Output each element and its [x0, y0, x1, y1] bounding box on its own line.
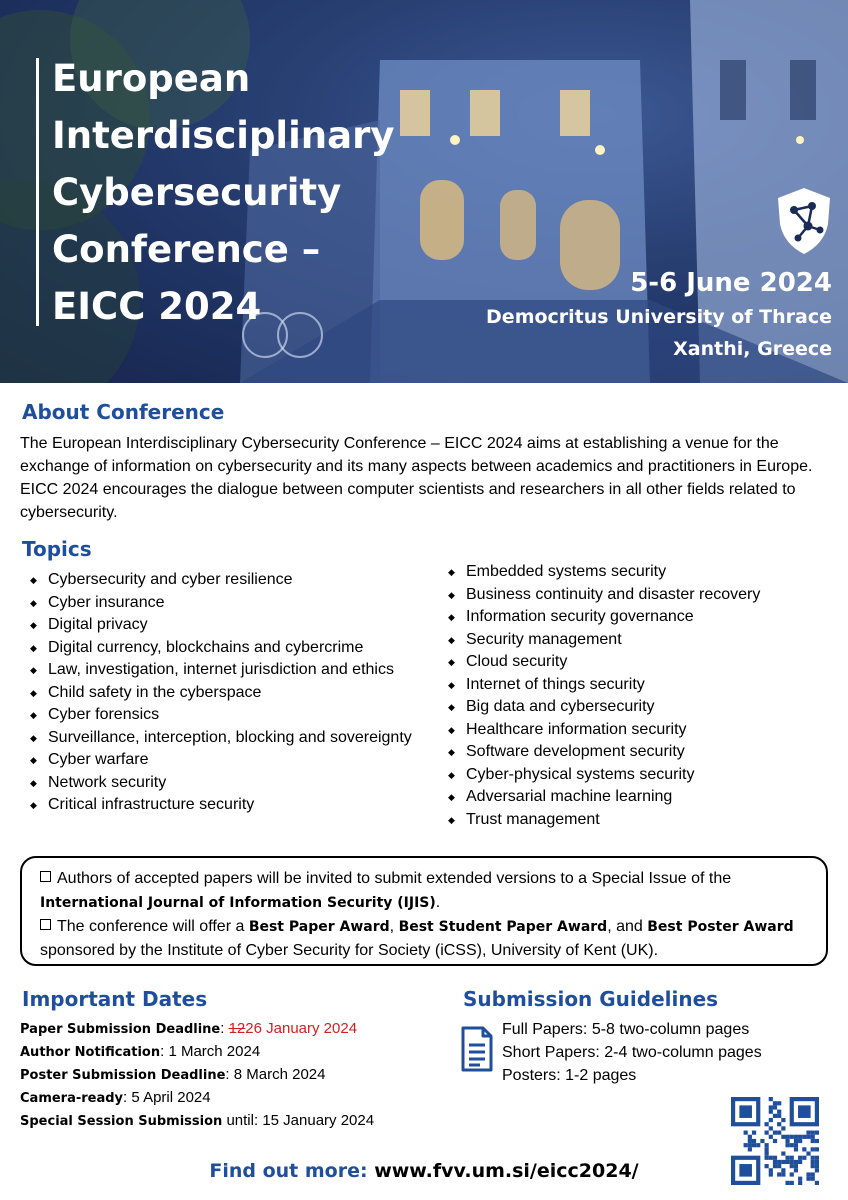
- topic-item: [30, 659, 430, 682]
- topic-label: Cyber insurance: [48, 593, 165, 611]
- award-name: Best Paper Award: [248, 919, 390, 935]
- bullet-diamond-icon: ◆: [448, 724, 455, 735]
- find-out-more: [0, 1160, 848, 1182]
- topic-label: Healthcare information security: [466, 720, 687, 738]
- date-label: Paper Submission Deadline: [20, 1022, 221, 1037]
- title-line: European: [52, 57, 251, 100]
- topic-item: [30, 704, 430, 727]
- topic-item: [30, 682, 430, 705]
- notice-text: , and: [607, 918, 643, 935]
- topic-label: Child safety in the cyberspace: [48, 683, 262, 701]
- notice-box: [20, 856, 828, 966]
- topic-item: [448, 606, 838, 629]
- bullet-diamond-icon: ◆: [448, 814, 455, 825]
- topic-item: [448, 719, 838, 742]
- date-value: 1 March 2024: [168, 1043, 261, 1060]
- hero-title-accent-bar: [36, 58, 39, 326]
- find-out-more-label: Find out more:: [209, 1160, 368, 1182]
- notice-sponsor-line: sponsored by the Institute of Cyber Security for Society (iCSS), University of Kent (UK).: [40, 942, 659, 959]
- date-label: Author Notification: [20, 1045, 161, 1060]
- bullet-diamond-icon: ◆: [30, 597, 37, 608]
- about-heading: About Conference: [22, 400, 225, 424]
- notice-text: Authors of accepted papers will be invited to submit extended versions to a Special Issue of the: [57, 870, 732, 887]
- journal-name: International Journal of Information Security (IJIS): [40, 895, 436, 911]
- topic-label: Security management: [466, 630, 622, 648]
- notice-text: The conference will offer a: [57, 918, 245, 935]
- date-label: Poster Submission Deadline: [20, 1068, 226, 1083]
- topic-label: Cyber-physical systems security: [466, 765, 695, 783]
- bullet-diamond-icon: ◆: [448, 702, 455, 712]
- bullet-diamond-icon: ◆: [30, 642, 37, 653]
- submission-heading: Submission Guidelines: [463, 987, 719, 1011]
- topic-label: Cybersecurity and cyber resilience: [48, 571, 293, 588]
- bullet-diamond-icon: ◆: [30, 620, 37, 630]
- bullet-diamond-icon: ◆: [30, 665, 37, 675]
- topic-label: Adversarial machine learning: [466, 788, 673, 805]
- date-row-author: Author Notification: 1 March 2024: [20, 1043, 261, 1060]
- topic-label: Big data and cybersecurity: [466, 698, 655, 715]
- topic-item: [30, 772, 430, 795]
- important-dates-heading: Important Dates: [22, 987, 208, 1011]
- bullet-diamond-icon: ◆: [448, 612, 455, 622]
- award-name: Best Poster Award: [647, 919, 794, 935]
- conference-date-venue: [486, 265, 832, 365]
- date-row-special: Special Session Submission until: 15 January 2024: [20, 1112, 375, 1129]
- topic-item: [448, 584, 838, 607]
- bullet-diamond-icon: ◆: [30, 800, 37, 810]
- conference-venue: Democritus University of Thrace: [486, 306, 832, 328]
- bullet-diamond-icon: ◆: [30, 777, 37, 788]
- topic-item: [448, 674, 838, 697]
- submission-item: Short Papers: 2-4 two-column pages: [502, 1044, 762, 1061]
- date-label: Special Session Submission: [20, 1114, 223, 1129]
- bullet-diamond-icon: ◆: [448, 634, 455, 645]
- document-icon: [460, 1026, 494, 1072]
- topic-label: Surveillance, interception, blocking and sovereignty: [48, 728, 412, 746]
- bullet-diamond-icon: ◆: [448, 567, 455, 577]
- about-text: The European Interdisciplinary Cybersecurity Conference – EICC 2024 aims at establishing a venue for the exchange of information on cybersecurity and its many aspects between academics and practitioners in Europe. EICC 2024 encourages the dialogue between computer scientists and researchers in all other fields related to cybersecurity.: [20, 435, 813, 521]
- title-line: Cybersecurity: [52, 171, 342, 214]
- date-value: 8 March 2024: [233, 1066, 326, 1083]
- topic-item: [448, 741, 838, 764]
- topic-item: [448, 786, 838, 809]
- notice-text: ,: [389, 918, 395, 935]
- hero-banner: [0, 0, 848, 383]
- topic-item: [30, 794, 430, 817]
- title-line: Interdisciplinary: [52, 114, 395, 157]
- bullet-diamond-icon: ◆: [448, 747, 455, 757]
- conference-location: Xanthi, Greece: [673, 338, 832, 360]
- date-row-paper: Paper Submission Deadline: 1226 January 2024: [20, 1020, 358, 1037]
- important-dates-list: [20, 1018, 374, 1133]
- topic-item: [448, 764, 838, 787]
- topic-label: Information security governance: [466, 608, 694, 625]
- conference-title: [52, 50, 412, 335]
- title-line: EICC 2024: [52, 285, 262, 328]
- topic-item: [30, 749, 430, 772]
- title-line: Conference –: [52, 228, 321, 271]
- date-row-poster: Poster Submission Deadline: 8 March 2024: [20, 1066, 326, 1083]
- topic-label: Law, investigation, internet jurisdiction and ethics: [48, 661, 394, 678]
- bullet-diamond-icon: ◆: [30, 755, 37, 765]
- bullet-diamond-icon: ◆: [30, 687, 37, 698]
- submission-item: Posters: 1-2 pages: [502, 1067, 637, 1084]
- date-row-camera: Camera-ready: 5 April 2024: [20, 1089, 211, 1106]
- topic-label: Cyber forensics: [48, 706, 160, 723]
- bullet-diamond-icon: ◆: [30, 575, 37, 585]
- topic-item: [30, 614, 430, 637]
- notice-awards-line: [40, 915, 814, 939]
- topic-label: Digital privacy: [48, 616, 148, 633]
- topic-label: Digital currency, blockchains and cybercrime: [48, 638, 364, 656]
- topic-label: Internet of things security: [466, 675, 645, 693]
- topics-heading: Topics: [22, 537, 92, 561]
- date-value: 5 April 2024: [131, 1089, 211, 1106]
- topic-item: [30, 727, 430, 750]
- bullet-diamond-icon: ◆: [448, 589, 455, 600]
- bullet-diamond-icon: ◆: [448, 657, 455, 667]
- checkbox-square-icon: [40, 871, 51, 882]
- topic-item: [448, 651, 838, 674]
- bullet-diamond-icon: ◆: [448, 792, 455, 802]
- topic-label: Embedded systems security: [466, 563, 667, 580]
- notice-journal-line: [40, 867, 814, 915]
- submission-list: [502, 1018, 762, 1087]
- bullet-diamond-icon: ◆: [30, 710, 37, 720]
- topic-label: Critical infrastructure security: [48, 796, 255, 813]
- bullet-diamond-icon: ◆: [30, 732, 37, 743]
- bullet-diamond-icon: ◆: [448, 679, 455, 690]
- conference-date: 5-6 June 2024: [630, 268, 832, 298]
- shield-network-icon: [776, 186, 832, 256]
- date-value: 15 January 2024: [262, 1112, 375, 1129]
- conference-url-link[interactable]: www.fvv.um.si/eicc2024/: [374, 1160, 639, 1182]
- topic-item: [30, 592, 430, 615]
- topics-list-left: [30, 569, 430, 817]
- checkbox-square-icon: [40, 919, 51, 930]
- topic-item: [448, 809, 838, 832]
- topic-item: [448, 561, 838, 584]
- new-deadline: 26 January 2024: [245, 1020, 358, 1037]
- award-name: Best Student Paper Award: [398, 919, 608, 935]
- topic-label: Network security: [48, 773, 167, 791]
- notice-text: .: [435, 894, 441, 911]
- topic-item: [448, 629, 838, 652]
- submission-item: Full Papers: 5-8 two-column pages: [502, 1021, 750, 1038]
- topic-item: [30, 637, 430, 660]
- old-deadline: 12: [228, 1020, 246, 1037]
- topic-label: Software development security: [466, 743, 685, 760]
- topics-list-right: [448, 561, 838, 831]
- topic-label: Cloud security: [466, 653, 568, 670]
- topic-item: [448, 696, 838, 719]
- topic-label: Trust management: [466, 810, 600, 828]
- date-until: until: [226, 1112, 254, 1129]
- date-label: Camera-ready: [20, 1091, 124, 1106]
- topic-label: Cyber warfare: [48, 751, 149, 768]
- topic-item: [30, 569, 430, 592]
- topic-label: Business continuity and disaster recovery: [466, 585, 761, 603]
- bullet-diamond-icon: ◆: [448, 769, 455, 780]
